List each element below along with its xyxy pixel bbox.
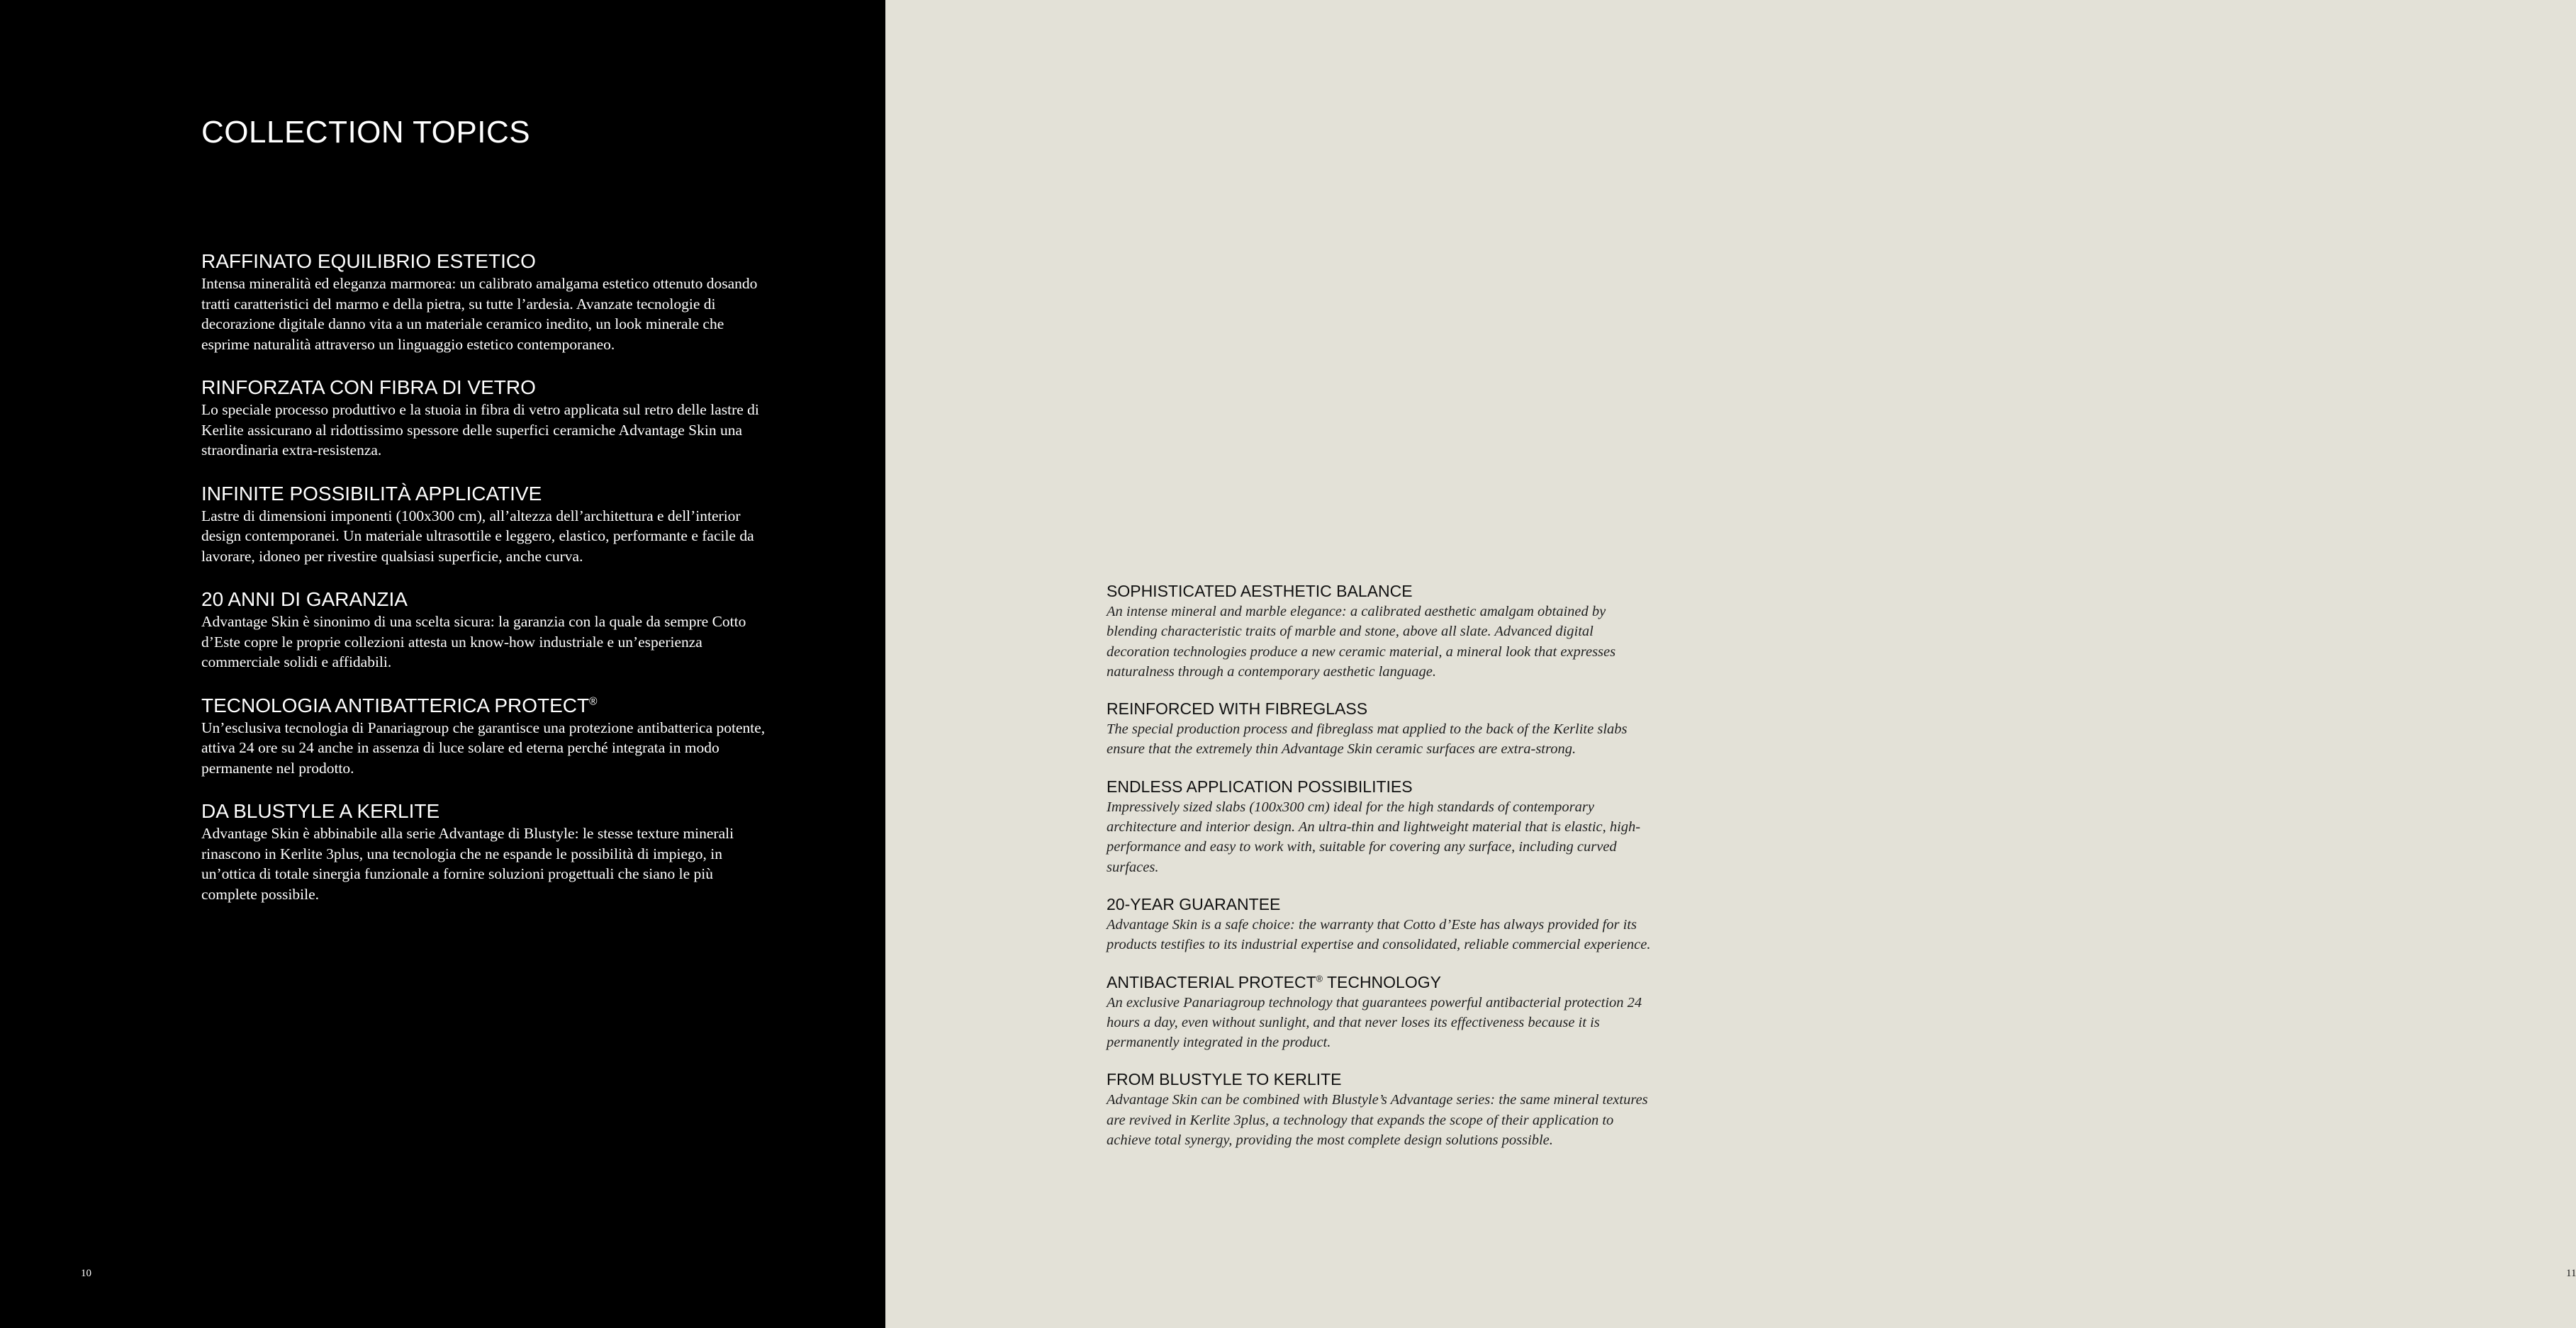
topic-body: An exclusive Panariagroup technology that guarantees powerful antibacterial protection 24 hours a day, even without sunlight, and that never loses its effectiveness because it is permanently integrated in the product. xyxy=(1107,994,1642,1051)
topic-section-italian xyxy=(201,799,768,904)
topic-body: Advantage Skin è sinonimo di una scelta sicura: la garanzia con la quale da sempre Cotto d’Este copre le proprie collezioni attesta un know-how industriale e un’esperienza commerciale solidi e affidabili. xyxy=(201,613,746,670)
topic-body: Lo speciale processo produttivo e la stuoia in fibra di vetro applicata sul retro delle lastre di Kerlite assicurano al ridottissimo spessore delle superfici ceramiche Advantage Skin una straordinaria extra-resistenza. xyxy=(201,401,759,458)
topic-section-italian xyxy=(201,482,768,567)
english-topics xyxy=(1107,581,1652,1167)
topic-heading: FROM BLUSTYLE TO KERLITE xyxy=(1107,1070,1342,1089)
topic-heading: RINFORZATA CON FIBRA DI VETRO xyxy=(201,376,536,398)
right-page xyxy=(885,0,2576,1328)
italian-topics xyxy=(201,249,768,925)
topic-section-english xyxy=(1107,581,1652,682)
page-title: COLLECTION TOPICS xyxy=(201,115,531,150)
topic-heading: INFINITE POSSIBILITÀ APPLICATIVE xyxy=(201,482,542,505)
topic-section-english xyxy=(1107,972,1652,1053)
topic-heading: 20 ANNI DI GARANZIA xyxy=(201,588,408,610)
topic-body: Intensa mineralità ed eleganza marmorea: un calibrato amalgama estetico ottenuto dosando tratti caratteristici del marmo e della pietra, su tutte l’ardesia. Avanzate tecnologie di decorazione digitale danno vita a un materiale ceramico inedito, un look minerale che esprime naturalità attraverso un linguaggio estetico contemporaneo. xyxy=(201,275,758,353)
page-number-left: 10 xyxy=(81,1268,91,1279)
topic-section-italian xyxy=(201,694,768,779)
topic-body: Un’esclusiva tecnologia di Panariagroup che garantisce una protezione antibatterica potente, attiva 24 ore su 24 anche in assenza di luce solare ed eterna perché integrata in modo permanente nel prodotto. xyxy=(201,719,766,777)
registered-mark: ® xyxy=(1316,973,1323,984)
topic-body: The special production process and fibreglass mat applied to the back of the Kerlite slabs ensure that the extremely thin Advantage Skin ceramic surfaces are extra-strong. xyxy=(1107,721,1628,758)
topic-heading: SOPHISTICATED AESTHETIC BALANCE xyxy=(1107,582,1413,600)
topic-heading: ENDLESS APPLICATION POSSIBILITIES xyxy=(1107,777,1413,796)
topic-body: Advantage Skin can be combined with Blustyle’s Advantage series: the same mineral textures are revived in Kerlite 3plus, a technology that expands the scope of their application to achieve total synergy, providing the most complete design solutions possible. xyxy=(1107,1092,1648,1149)
topic-heading: ANTIBACTERIAL PROTECT® TECHNOLOGY xyxy=(1107,972,1441,991)
topic-heading: DA BLUSTYLE A KERLITE xyxy=(201,800,440,822)
topic-section-italian xyxy=(201,587,768,673)
topic-heading: REINFORCED WITH FIBREGLASS xyxy=(1107,699,1368,719)
topic-section-english xyxy=(1107,777,1652,877)
topic-heading: 20-YEAR GUARANTEE xyxy=(1107,894,1281,913)
topic-heading: TECNOLOGIA ANTIBATTERICA PROTECT® xyxy=(201,694,598,716)
topic-body: Advantage Skin è abbinabile alla serie Advantage di Blustyle: le stesse texture minerali rinascono in Kerlite 3plus, una tecnologia che ne espande le possibilità di impiego, in un’ottica di totale sinergia funzionale a fornire soluzioni progettuali che siano le più complete possibile. xyxy=(201,825,734,903)
topic-body: Lastre di dimensioni imponenti (100x300 cm), all’altezza dell’architettura e dell’interior design contemporanei. Un materiale ultrasottile e leggero, elastico, performante e facile da lavorare, idoneo per rivestire qualsiasi superficie, anche curva. xyxy=(201,507,754,565)
topic-section-english xyxy=(1107,699,1652,760)
topic-body: Advantage Skin is a safe choice: the warranty that Cotto d’Este has always provided for its products testifies to its industrial expertise and consolidated, reliable commercial experience. xyxy=(1107,916,1651,953)
topic-section-english xyxy=(1107,894,1652,955)
topic-section-italian xyxy=(201,376,768,461)
page-number-right: 11 xyxy=(2566,1268,2576,1279)
topic-section-english xyxy=(1107,1069,1652,1150)
topic-heading: RAFFINATO EQUILIBRIO ESTETICO xyxy=(201,250,536,272)
topic-body: An intense mineral and marble elegance: a calibrated aesthetic amalgam obtained by blending characteristic traits of marble and stone, above all slate. Advanced digital decoration technologies produce a new ceramic material, a mineral look that expresses naturalness through a contemporary aesthetic language. xyxy=(1107,604,1616,680)
topic-body: Impressively sized slabs (100x300 cm) ideal for the high standards of contemporary architecture and interior design. An ultra-thin and lightweight material that is elastic, high-performance and easy to work with, suitable for covering any surface, including curved surfaces. xyxy=(1107,799,1641,875)
topic-section-italian xyxy=(201,249,768,354)
left-page xyxy=(0,0,885,1328)
registered-mark: ® xyxy=(589,695,598,708)
